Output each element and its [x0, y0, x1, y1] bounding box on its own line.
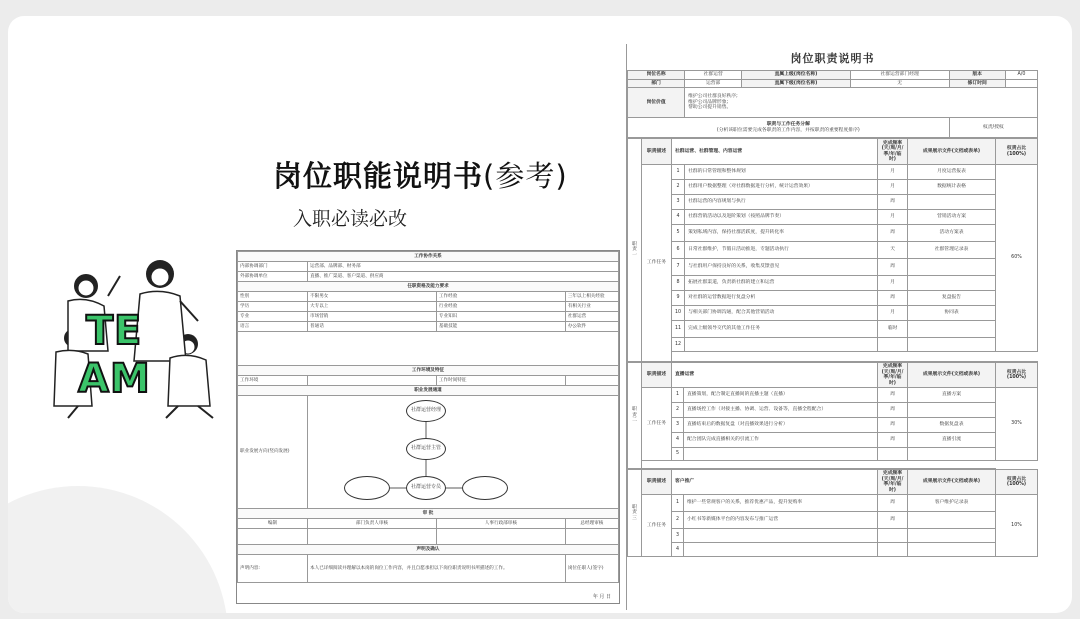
ability-value: 不限男女 — [308, 292, 437, 302]
review-col: 总经理审核 — [565, 519, 618, 529]
task-output: 复盘报告 — [908, 291, 996, 306]
task-text: 社群的日常管理和整体规划 — [685, 165, 878, 180]
task-output: 直播方案 — [908, 388, 996, 403]
duty-desc-label: 职责描述 — [642, 139, 672, 165]
purpose-label: 岗位价值 — [628, 88, 685, 118]
task-text: 策划私域内容，保持社群活跃度，提升转化率 — [685, 225, 878, 242]
right-document — [626, 44, 1038, 610]
task-num: 9 — [672, 291, 685, 306]
team-letter-a: A — [78, 356, 110, 402]
task-freq: 周 — [878, 259, 908, 276]
task-output: 直播引流 — [908, 433, 996, 448]
task-label: 工作任务 — [642, 388, 672, 461]
ratio-head: 权责占比(100%) — [996, 363, 1038, 388]
ability-checklist — [238, 332, 619, 366]
task-text: 配合团队完成直播相关的引流工作 — [684, 433, 878, 448]
task-output: 活动方案表 — [908, 225, 996, 242]
left-document — [236, 250, 620, 604]
career-diagram — [308, 396, 618, 508]
duty-section-head — [628, 118, 950, 138]
task-num: 2 — [672, 180, 685, 195]
headline-paren: (参考) — [483, 159, 568, 193]
section-work-relation: 工作协作关系 — [238, 252, 619, 262]
duty-ratio: 30% — [996, 388, 1038, 461]
task-num: 2 — [672, 403, 684, 418]
task-text — [685, 338, 878, 352]
task-text — [684, 448, 878, 461]
task-freq: 月 — [878, 210, 908, 225]
section-review: 审 批 — [238, 509, 619, 519]
section-statement: 声明及确认 — [238, 545, 619, 555]
section-ability: 任职资格及能力要求 — [238, 282, 619, 292]
task-text — [684, 543, 878, 557]
decor-blob — [8, 486, 228, 613]
team-letter-e: E — [114, 308, 143, 354]
task-freq: 周 — [878, 433, 908, 448]
task-num: 6 — [672, 242, 685, 259]
ability-label: 基础技能 — [436, 322, 565, 332]
duty-block-2 — [627, 362, 1038, 469]
task-freq — [878, 338, 908, 352]
task-num: 4 — [672, 210, 685, 225]
task-num: 1 — [672, 165, 685, 180]
ability-value: 市场营销 — [308, 312, 437, 322]
task-output — [908, 276, 996, 291]
duty-ratio: 10% — [996, 495, 1038, 557]
ability-value: 有相关行业 — [565, 302, 618, 312]
task-output: 数据统计表格 — [908, 180, 996, 195]
career-node-manager: 社群运营经理 — [406, 400, 446, 422]
info-cell: 社群运营 — [685, 71, 742, 80]
task-num: 5 — [672, 448, 684, 461]
task-freq: 临时 — [878, 321, 908, 338]
task-output: 客户维护记录表 — [908, 495, 996, 512]
info-cell: 运营部 — [685, 79, 742, 88]
task-num: 12 — [672, 338, 685, 352]
ratio-head: 权责占比(100%) — [996, 470, 1038, 495]
task-num: 11 — [672, 321, 685, 338]
purpose-line: 维护公司品牌形象; — [688, 99, 729, 105]
ability-label: 专业 — [238, 312, 308, 322]
relation-label: 外部协调单位 — [238, 272, 308, 282]
task-text: 日常社群维护，节假日活动推进，专题活动执行 — [685, 242, 878, 259]
team-illustration — [48, 256, 228, 421]
task-output: 数据复盘表 — [908, 418, 996, 433]
duty-section-sub: (分析该职位需要完成各职责的工作内容，并按职责的重要程度排序) — [716, 127, 860, 133]
ability-value: 大专以上 — [308, 302, 437, 312]
task-num: 8 — [672, 276, 685, 291]
task-label: 工作任务 — [642, 165, 672, 362]
task-text: 社群营销活动以及进阶策划（按照品牌节奏） — [685, 210, 878, 225]
task-freq: 月 — [878, 306, 908, 321]
task-output — [908, 543, 996, 557]
info-cell: 无 — [850, 79, 949, 88]
duty-desc: 直播运营 — [672, 363, 878, 388]
duty-desc-label: 职责描述 — [642, 363, 672, 388]
task-text: 社群运营的内容规划与执行 — [685, 195, 878, 210]
career-label: 职业发展方向(竖向发展) — [238, 396, 308, 509]
left-doc-table — [237, 251, 619, 583]
review-blank — [308, 529, 437, 545]
task-freq: 周 — [878, 225, 908, 242]
task-text: 社群用户数据整理（对社群数据进行分析，统计运营效果） — [685, 180, 878, 195]
career-diagram-cell — [308, 396, 619, 509]
right-doc-info-table — [627, 70, 1038, 138]
ability-value: 办公软件 — [565, 322, 618, 332]
ability-label: 学历 — [238, 302, 308, 312]
duty-block-3 — [627, 469, 1038, 557]
task-freq: 月 — [878, 180, 908, 195]
statement-text: 本人已详细阅读并理解以本岗的岗位工作内容，并且自愿承担以下岗位职责说明书所描述的工作。 — [308, 555, 566, 583]
task-freq: 周 — [878, 512, 908, 529]
career-node-supervisor: 社群运营主管 — [406, 438, 446, 460]
freq-head: 完成频率(天/周/月/季/年/临时) — [878, 363, 908, 388]
career-node-blank-right — [462, 476, 508, 500]
ability-label: 行业经验 — [436, 302, 565, 312]
team-letter-m: M — [110, 356, 151, 402]
task-output — [908, 448, 996, 461]
task-num: 2 — [672, 512, 684, 529]
task-freq: 周 — [878, 291, 908, 306]
ability-label: 语言 — [238, 322, 308, 332]
purpose-line: 维护公司社群良好秩序; — [688, 94, 738, 100]
task-freq: 月 — [878, 165, 908, 180]
task-num: 1 — [672, 495, 684, 512]
ability-value: 普通话 — [308, 322, 437, 332]
relation-label: 内部协调部门 — [238, 262, 308, 272]
env-value — [308, 376, 437, 386]
duty-section-title: 职责与工作任务分解 — [766, 122, 810, 128]
duty-desc: 社群运营、社群管理、内容运营 — [672, 139, 878, 165]
task-text: 维护一些常规客户的关系，推荐优惠产品，提升复购率 — [684, 495, 878, 512]
ability-value: 三年以上相关经验 — [565, 292, 618, 302]
task-freq — [878, 529, 908, 543]
task-output — [908, 259, 996, 276]
career-node-specialist: 社群运营专员 — [406, 476, 446, 500]
section-career: 职业发展通道 — [238, 386, 619, 396]
task-text — [684, 529, 878, 543]
task-output — [908, 529, 996, 543]
task-freq: 周 — [878, 403, 908, 418]
info-cell: 部门 — [628, 79, 685, 88]
right-doc-title: 岗位职责说明书 — [790, 52, 875, 65]
block-gap — [672, 352, 1038, 362]
env-label: 工作环境 — [238, 376, 308, 386]
task-output — [908, 338, 996, 352]
info-cell: 修订时间 — [949, 79, 1005, 88]
task-freq — [878, 448, 908, 461]
task-num: 1 — [672, 388, 684, 403]
task-label: 工作任务 — [642, 495, 672, 557]
info-cell: 直属下级(岗位名称) — [742, 79, 850, 88]
statement-date: 年 月 日 — [592, 594, 611, 600]
task-text: 与社群用户保持良好的关系，收集反馈意见 — [685, 259, 878, 276]
task-freq — [878, 543, 908, 557]
task-text: 直播策划，配合制定直播间的直播主题（直播） — [684, 388, 878, 403]
section-env: 工作环境及特征 — [238, 366, 619, 376]
task-output: 营销活动方案 — [908, 210, 996, 225]
duty-side-label: 职责二 — [628, 363, 642, 469]
task-output: 社群管理记录表 — [908, 242, 996, 259]
task-freq: 月 — [878, 276, 908, 291]
info-cell — [1005, 79, 1037, 88]
info-cell: 直属上级(岗位名称) — [742, 71, 850, 80]
task-output: 协同表 — [908, 306, 996, 321]
headline-main: 岗位职能说明书 — [273, 159, 484, 193]
task-text: 直播场控工作（对接主播、协调、运营、设备等，直播全程配合） — [684, 403, 878, 418]
relation-value: 直播、推广渠道、客户渠道、供应商 — [308, 272, 619, 282]
review-blank — [565, 529, 618, 545]
review-col: 人事行政部审核 — [436, 519, 565, 529]
task-text: 小红书等新媒体平台的内容发布与推广运营 — [684, 512, 878, 529]
output-head: 成果展示文件(文档或表单) — [908, 470, 996, 495]
ability-value: 社群运营 — [565, 312, 618, 322]
duty-desc-label: 职责描述 — [642, 470, 672, 495]
team-letter-t: T — [86, 308, 115, 354]
duty-side-label: 职责三 — [628, 470, 642, 557]
task-num: 3 — [672, 529, 684, 543]
ability-label: 性别 — [238, 292, 308, 302]
task-text: 与相关部门协调沟通，配合其他营销活动 — [685, 306, 878, 321]
info-cell: 岗位名称 — [628, 71, 685, 80]
career-node-blank-left — [344, 476, 390, 500]
duty-side-label: 职责一 — [628, 139, 642, 362]
task-num: 5 — [672, 225, 685, 242]
task-freq: 周 — [878, 418, 908, 433]
duty-desc: 客户推广 — [672, 470, 878, 495]
task-num: 4 — [672, 543, 684, 557]
headline-title — [273, 154, 568, 195]
review-blank — [436, 529, 565, 545]
task-output: 月度运营报表 — [908, 165, 996, 180]
env-time-label: 工作时间特征 — [436, 376, 565, 386]
info-cell: 版本 — [949, 71, 1005, 80]
output-head: 成果展示文件(文档或表单) — [908, 139, 996, 165]
output-head: 成果展示文件(文档或表单) — [908, 363, 996, 388]
task-output — [908, 195, 996, 210]
task-output — [908, 512, 996, 529]
task-num: 3 — [672, 418, 684, 433]
task-num: 4 — [672, 433, 684, 448]
task-freq: 周 — [878, 495, 908, 512]
task-text: 完成上级领导交代的其他工作任务 — [685, 321, 878, 338]
freq-head: 完成频率(天/周/月/季/年/临时) — [878, 470, 908, 495]
ability-label: 工作经验 — [436, 292, 565, 302]
task-text: 直播结束后的数据复盘（对直播效果进行分析） — [684, 418, 878, 433]
task-freq: 天 — [878, 242, 908, 259]
review-blank — [238, 529, 308, 545]
duty-ratio: 60% — [996, 165, 1038, 352]
env-time-value — [565, 376, 618, 386]
statement-label: 声明内容: — [238, 555, 308, 583]
task-text: 拓展社群渠道，负责新社群的建立和运营 — [685, 276, 878, 291]
auth-head: 权责/授权 — [949, 118, 1037, 138]
review-col: 编制 — [238, 519, 308, 529]
info-cell: 社群运营部门经理 — [850, 71, 949, 80]
relation-value: 运营部、品牌部、财务部 — [308, 262, 619, 272]
review-col: 部门负责人审核 — [308, 519, 437, 529]
purpose-cell — [685, 88, 1038, 118]
signer-label: 岗位任职人(签字) — [565, 555, 618, 583]
freq-head: 完成频率(天/周/月/季/年/临时) — [878, 139, 908, 165]
ability-label: 专业知识 — [436, 312, 565, 322]
task-num: 7 — [672, 259, 685, 276]
duty-block-1 — [627, 138, 1038, 362]
slide-card — [8, 16, 1072, 613]
task-freq: 周 — [878, 388, 908, 403]
task-text: 对社群的运营数据进行复盘分析 — [685, 291, 878, 306]
ratio-head: 权责占比(100%) — [996, 139, 1038, 165]
task-num: 10 — [672, 306, 685, 321]
task-output — [908, 403, 996, 418]
block-gap — [642, 461, 996, 469]
task-freq: 周 — [878, 195, 908, 210]
purpose-line: 帮助公司提升销售。 — [688, 105, 732, 111]
task-output — [908, 321, 996, 338]
headline-subtitle: 入职必读必改 — [293, 208, 408, 230]
task-num: 3 — [672, 195, 685, 210]
info-cell: A/0 — [1005, 71, 1037, 80]
